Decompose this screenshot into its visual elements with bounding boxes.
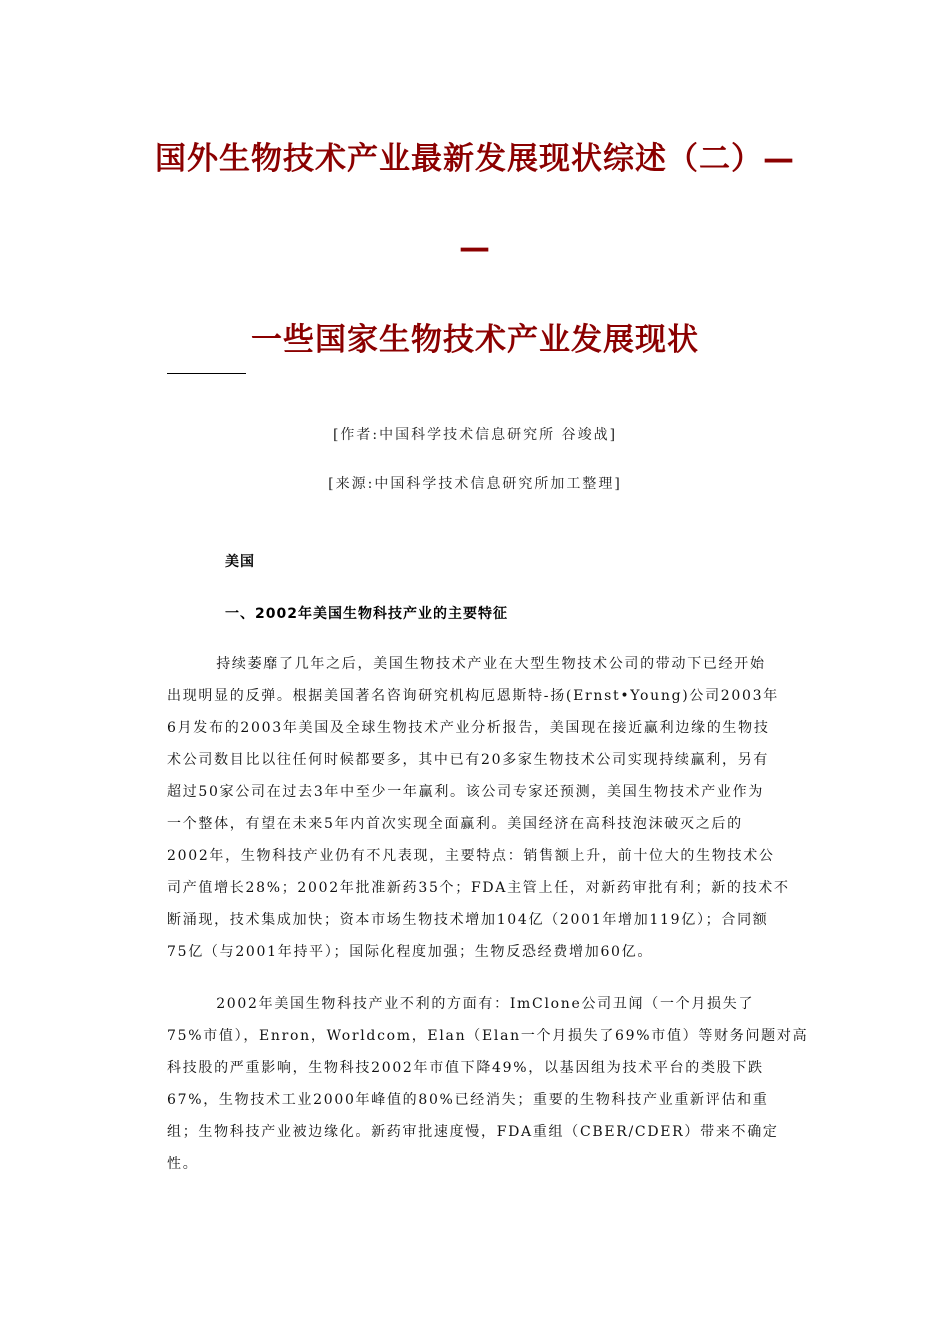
paragraph-line: 司产值增长28%；2002年批准新药35个；FDA主管上任，对新药审批有利；新的技术不 [167,880,790,896]
section-heading: 美国 [225,554,255,570]
source-line: [来源:中国科学技术信息研究所加工整理] [328,476,622,492]
paragraph-line: 67%，生物技术工业2000年峰值的80%已经消失；重要的生物科技产业重新评估和重 [167,1092,769,1108]
paragraph-line: 出现明显的反弹。根据美国著名咨询研究机构厄恩斯特-扬(Ernst•Young)公司2003年 [167,688,779,704]
title-underline-rule [167,373,246,374]
paragraph-line: 性。 [167,1156,199,1172]
paragraph-line: 断涌现，技术集成加快；资本市场生物技术增加104亿（2001年增加119亿）；合同额 [167,912,769,928]
paragraph-line: 术公司数目比以往任何时候都要多，其中已有20多家生物技术公司实现持续赢利，另有 [167,752,770,768]
paragraph-line: 75%市值），Enron，Worldcom，Elan（Elan一个月损失了69%市值）等财务问题对高 [167,1028,809,1044]
paragraph-line: 超过50家公司在过去3年中至少一年赢利。该公司专家还预测，美国生物技术产业作为 [167,784,765,800]
paragraph-line: 2002年美国生物科技产业不利的方面有：ImClone公司丑闻（一个月损失了 [167,996,755,1012]
author-line: [作者:中国科学技术信息研究所 谷竣战] [332,427,618,443]
paragraph-line: 一个整体，有望在未来5年内首次实现全面赢利。美国经济在高科技泡沫破灭之后的 [167,816,743,832]
paragraph-2 [167,988,808,1180]
paragraph-1 [167,648,790,968]
paragraph-line: 科技股的严重影响，生物科技2002年市值下降49%，以基因组为技术平台的类股下跌 [167,1060,764,1076]
title-line-1: 国外生物技术产业最新发展现状综述（二）— [155,141,795,177]
paragraph-line: 持续萎靡了几年之后，美国生物技术产业在大型生物技术公司的带动下已经开始 [167,656,766,672]
paragraph-line: 2002年，生物科技产业仍有不凡表现，主要特点：销售额上升，前十位大的生物技术公 [167,848,775,864]
paragraph-line: 6月发布的2003年美国及全球生物技术产业分析报告，美国现在接近赢利边缘的生物技 [167,720,770,736]
title-line-2: — [459,230,491,266]
paragraph-line: 组；生物科技产业被边缘化。新药审批速度慢，FDA重组（CBER/CDER）带来不确定 [167,1124,779,1140]
subsection-heading: 一、2002年美国生物科技产业的主要特征 [225,606,508,622]
title-line-3: 一些国家生物技术产业发展现状 [251,322,699,358]
paragraph-line: 75亿（与2001年持平）；国际化程度加强；生物反恐经费增加60亿。 [167,944,654,960]
